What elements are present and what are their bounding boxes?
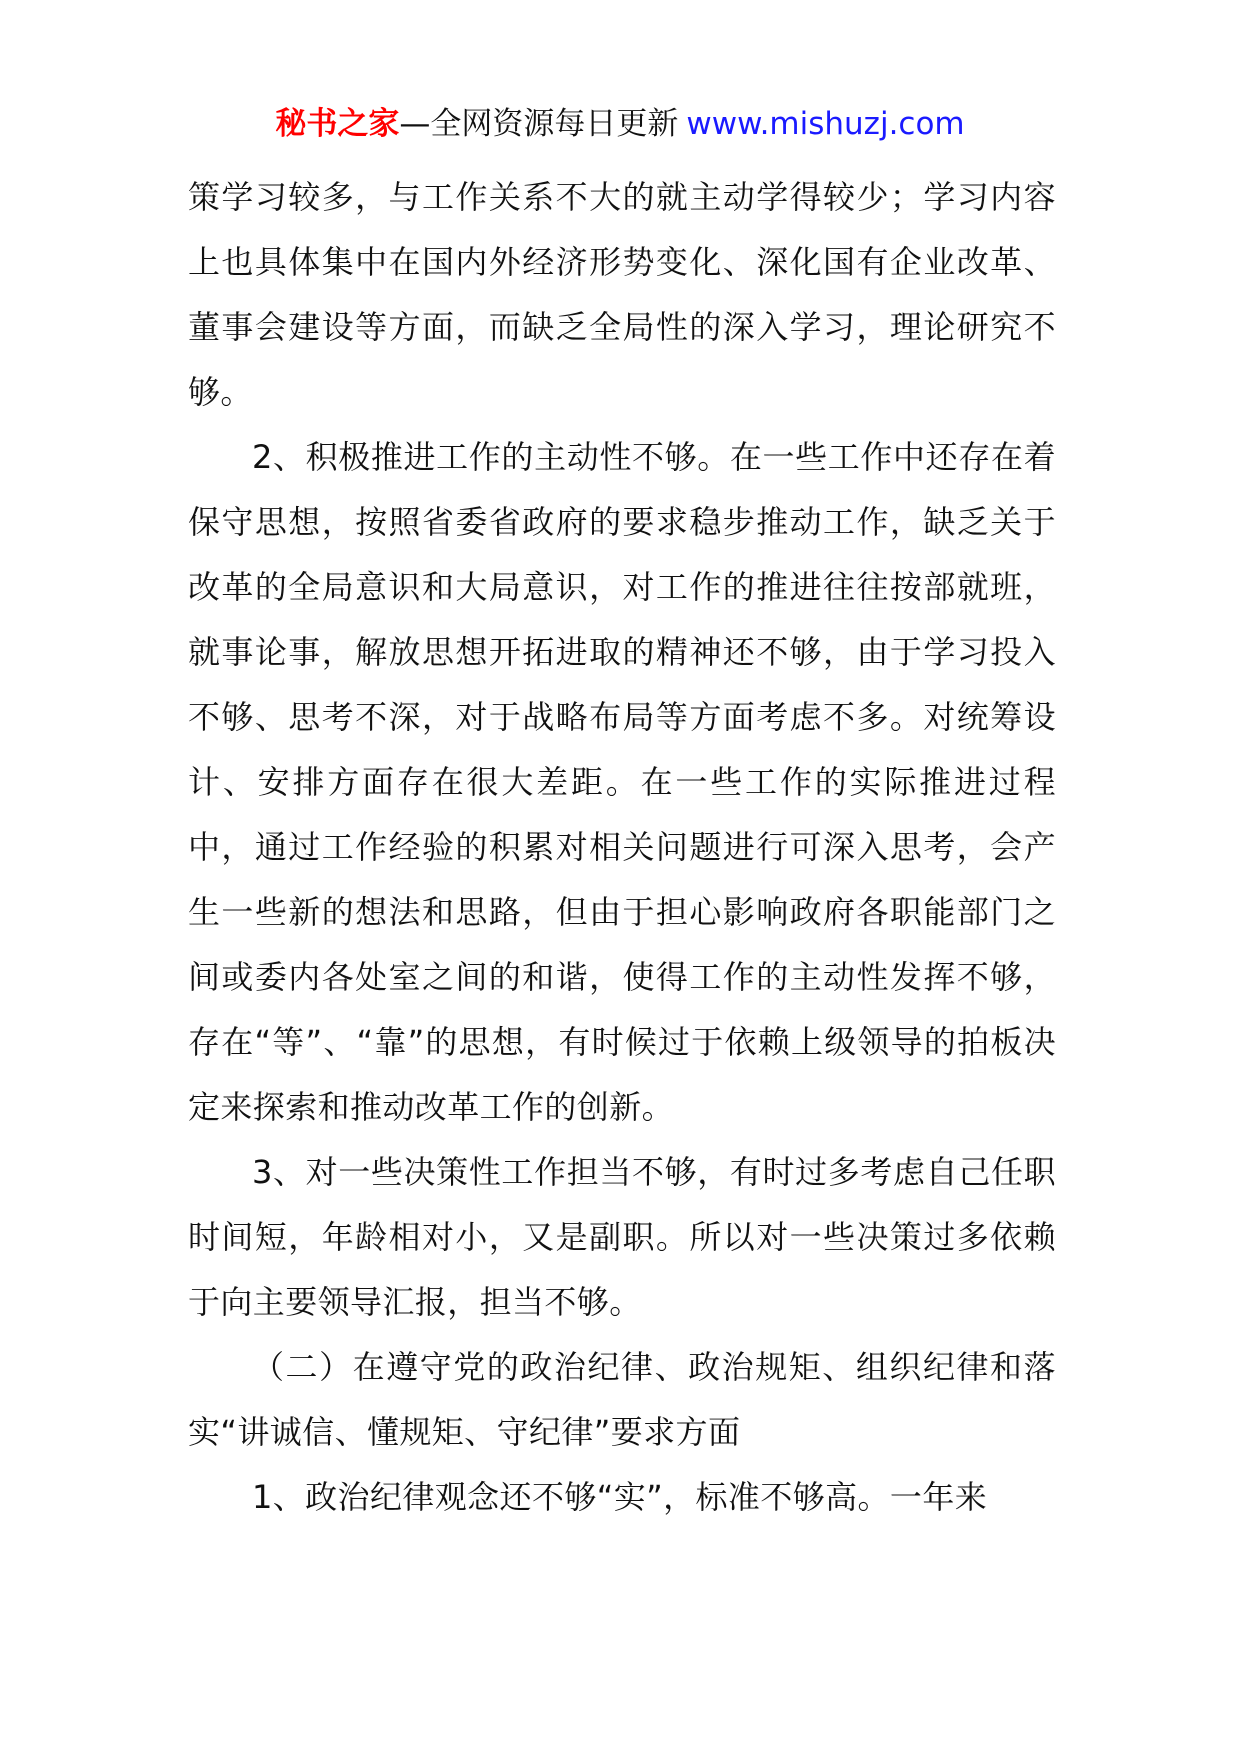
paragraph-item-1: 1、政治纪律观念还不够“实”，标准不够高。一年来 — [252, 1478, 988, 1516]
brand-name: 秘书之家 — [275, 106, 400, 142]
paragraph-continuation: 策学习较多，与工作关系不大的就主动学得较少；学习内容上也具体集中在国内外经济形势变化、深化国有企业改革、董事会建设等方面，而缺乏全局性的深入学习，理论研究不够。 — [188, 178, 1056, 411]
site-url-link[interactable]: www.mishuzj.com — [686, 106, 965, 142]
paragraph-item-3: 3、对一些决策性工作担当不够，有时过多考虑自己任职时间短，年龄相对小，又是副职。所以对一些决策过多依赖于向主要领导汇报，担当不够。 — [188, 1153, 1056, 1321]
section-heading-2: （二）在遵守党的政治纪律、政治规矩、组织纪律和落实“讲诚信、懂规矩、守纪律”要求方面 — [188, 1348, 1056, 1451]
paragraph-item-2: 2、积极推进工作的主动性不够。在一些工作中还存在着保守思想，按照省委省政府的要求稳步推动工作，缺乏关于改革的全局意识和大局意识，对工作的推进往往按部就班，就事论事，解放思想开拓进取的精神还不够，由于学习投入不够、思考不深，对于战略布局等方面考虑不多。对统筹设计、安排方面存在很大差距。在一些工作的实际推进过程中，通过工作经验的积累对相关问题进行可深入思考，会产生一些新的想法和思路，但由于担心影响政府各职能部门之间或委内各处室之间的和谐，使得工作的主动性发挥不够，存在“等”、“靠”的思想，有时候过于依赖上级领导的拍板决定来探索和推动改革工作的创新。 — [188, 438, 1056, 1126]
site-header — [0, 102, 1240, 146]
header-tagline: —全网资源每日更新 — [399, 106, 679, 142]
document-body — [188, 165, 1056, 1530]
